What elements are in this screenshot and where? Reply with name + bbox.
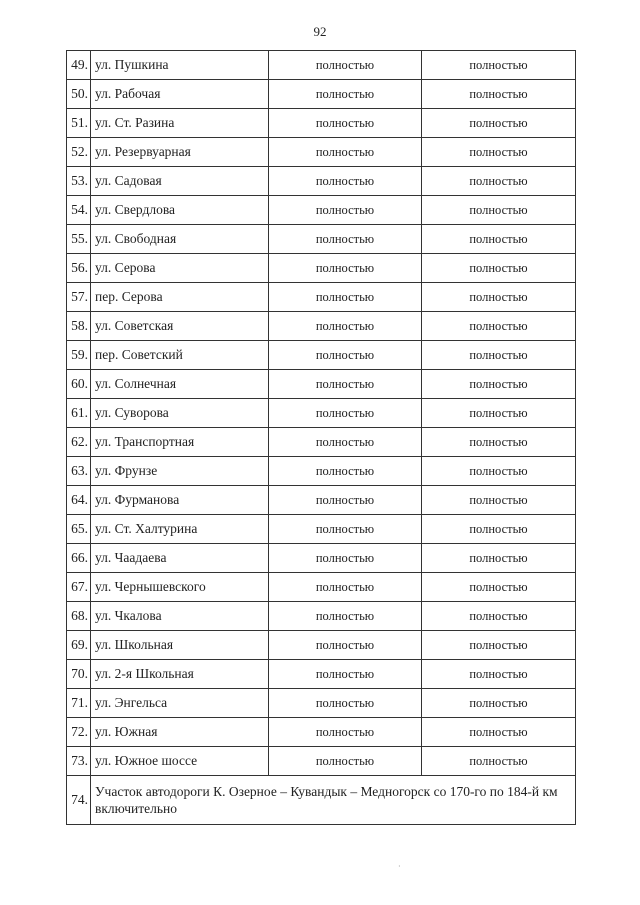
coverage-value-col4: полностью <box>422 138 576 167</box>
row-number: 54. <box>67 196 91 225</box>
table-row <box>67 573 576 602</box>
table-row <box>67 486 576 515</box>
coverage-value-col4: полностью <box>422 428 576 457</box>
coverage-value-col3: полностью <box>269 80 422 109</box>
coverage-value-col3: полностью <box>269 196 422 225</box>
coverage-value-col4: полностью <box>422 515 576 544</box>
street-name: ул. Пушкина <box>91 51 269 80</box>
coverage-value-col3: полностью <box>269 312 422 341</box>
table-row <box>67 399 576 428</box>
table-row <box>67 602 576 631</box>
coverage-value-col3: полностью <box>269 399 422 428</box>
row-number: 57. <box>67 283 91 312</box>
table-row <box>67 747 576 776</box>
coverage-value-col3: полностью <box>269 689 422 718</box>
row-number: 73. <box>67 747 91 776</box>
coverage-value-col4: полностью <box>422 660 576 689</box>
coverage-value-col3: полностью <box>269 602 422 631</box>
street-name: ул. Свободная <box>91 225 269 254</box>
street-name: ул. Чернышевского <box>91 573 269 602</box>
table-row <box>67 341 576 370</box>
coverage-value-col3: полностью <box>269 573 422 602</box>
street-name: ул. Садовая <box>91 167 269 196</box>
row-number: 51. <box>67 109 91 138</box>
street-name: пер. Серова <box>91 283 269 312</box>
table-row <box>67 718 576 747</box>
street-name: ул. 2-я Школьная <box>91 660 269 689</box>
coverage-value-col4: полностью <box>422 457 576 486</box>
street-name: ул. Свердлова <box>91 196 269 225</box>
table-row <box>67 254 576 283</box>
coverage-value-col4: полностью <box>422 196 576 225</box>
coverage-value-col4: полностью <box>422 486 576 515</box>
coverage-value-col3: полностью <box>269 254 422 283</box>
scan-mark: · <box>398 862 401 871</box>
streets-table <box>66 50 576 825</box>
coverage-value-col4: полностью <box>422 718 576 747</box>
table-row <box>67 138 576 167</box>
row-number: 67. <box>67 573 91 602</box>
coverage-value-col4: полностью <box>422 747 576 776</box>
coverage-value-col4: полностью <box>422 80 576 109</box>
coverage-value-col4: полностью <box>422 109 576 138</box>
row-number: 68. <box>67 602 91 631</box>
coverage-value-col3: полностью <box>269 283 422 312</box>
coverage-value-col3: полностью <box>269 660 422 689</box>
coverage-value-col3: полностью <box>269 341 422 370</box>
row-number: 62. <box>67 428 91 457</box>
coverage-value-col3: полностью <box>269 138 422 167</box>
street-name: ул. Фурманова <box>91 486 269 515</box>
coverage-value-col4: полностью <box>422 341 576 370</box>
row-number: 55. <box>67 225 91 254</box>
street-name: ул. Энгельса <box>91 689 269 718</box>
row-number: 60. <box>67 370 91 399</box>
coverage-value-col4: полностью <box>422 167 576 196</box>
streets-table-body <box>67 51 576 825</box>
table-row <box>67 225 576 254</box>
street-name: ул. Ст. Разина <box>91 109 269 138</box>
street-name: пер. Советский <box>91 341 269 370</box>
table-row <box>67 283 576 312</box>
table-row <box>67 515 576 544</box>
table-row <box>67 109 576 138</box>
coverage-value-col3: полностью <box>269 747 422 776</box>
row-number: 59. <box>67 341 91 370</box>
coverage-value-col4: полностью <box>422 631 576 660</box>
coverage-value-col3: полностью <box>269 457 422 486</box>
row-number: 72. <box>67 718 91 747</box>
coverage-value-col3: полностью <box>269 631 422 660</box>
row-number: 50. <box>67 80 91 109</box>
street-name: ул. Солнечная <box>91 370 269 399</box>
coverage-value-col4: полностью <box>422 370 576 399</box>
road-segment-description: Участок автодороги К. Озерное – Кувандык – Медногорск со 170-го по 184-й км включительно <box>91 776 576 825</box>
coverage-value-col3: полностью <box>269 515 422 544</box>
row-number: 70. <box>67 660 91 689</box>
street-name: ул. Южная <box>91 718 269 747</box>
street-name: ул. Южное шоссе <box>91 747 269 776</box>
street-name: ул. Школьная <box>91 631 269 660</box>
street-name: ул. Фрунзе <box>91 457 269 486</box>
page-number: 92 <box>313 24 327 39</box>
street-name: ул. Серова <box>91 254 269 283</box>
row-number: 65. <box>67 515 91 544</box>
table-row <box>67 428 576 457</box>
row-number: 63. <box>67 457 91 486</box>
row-number: 71. <box>67 689 91 718</box>
coverage-value-col3: полностью <box>269 428 422 457</box>
street-name: ул. Ст. Халтурина <box>91 515 269 544</box>
row-number: 61. <box>67 399 91 428</box>
coverage-value-col3: полностью <box>269 109 422 138</box>
street-name: ул. Транспортная <box>91 428 269 457</box>
row-number: 52. <box>67 138 91 167</box>
coverage-value-col4: полностью <box>422 573 576 602</box>
coverage-value-col4: полностью <box>422 283 576 312</box>
row-number: 49. <box>67 51 91 80</box>
row-number: 53. <box>67 167 91 196</box>
street-name: ул. Резервуарная <box>91 138 269 167</box>
table-row <box>67 457 576 486</box>
coverage-value-col4: полностью <box>422 225 576 254</box>
row-number: 58. <box>67 312 91 341</box>
coverage-value-col3: полностью <box>269 225 422 254</box>
table-row <box>67 660 576 689</box>
row-number: 66. <box>67 544 91 573</box>
coverage-value-col4: полностью <box>422 51 576 80</box>
table-row <box>67 544 576 573</box>
row-number: 64. <box>67 486 91 515</box>
row-number: 56. <box>67 254 91 283</box>
table-row <box>67 51 576 80</box>
coverage-value-col4: полностью <box>422 399 576 428</box>
table-row <box>67 689 576 718</box>
coverage-value-col3: полностью <box>269 718 422 747</box>
table-row <box>67 80 576 109</box>
coverage-value-col4: полностью <box>422 602 576 631</box>
table-row <box>67 167 576 196</box>
table-row <box>67 196 576 225</box>
street-name: ул. Суворова <box>91 399 269 428</box>
row-number: 69. <box>67 631 91 660</box>
coverage-value-col3: полностью <box>269 544 422 573</box>
coverage-value-col3: полностью <box>269 167 422 196</box>
table-row <box>67 312 576 341</box>
coverage-value-col4: полностью <box>422 254 576 283</box>
coverage-value-col3: полностью <box>269 370 422 399</box>
coverage-value-col3: полностью <box>269 51 422 80</box>
coverage-value-col4: полностью <box>422 544 576 573</box>
street-name: ул. Советская <box>91 312 269 341</box>
coverage-value-col4: полностью <box>422 689 576 718</box>
coverage-value-col3: полностью <box>269 486 422 515</box>
row-number: 74. <box>67 776 91 825</box>
coverage-value-col4: полностью <box>422 312 576 341</box>
table-row-last <box>67 776 576 825</box>
street-name: ул. Рабочая <box>91 80 269 109</box>
street-name: ул. Чкалова <box>91 602 269 631</box>
table-row <box>67 631 576 660</box>
table-row <box>67 370 576 399</box>
street-name: ул. Чаадаева <box>91 544 269 573</box>
